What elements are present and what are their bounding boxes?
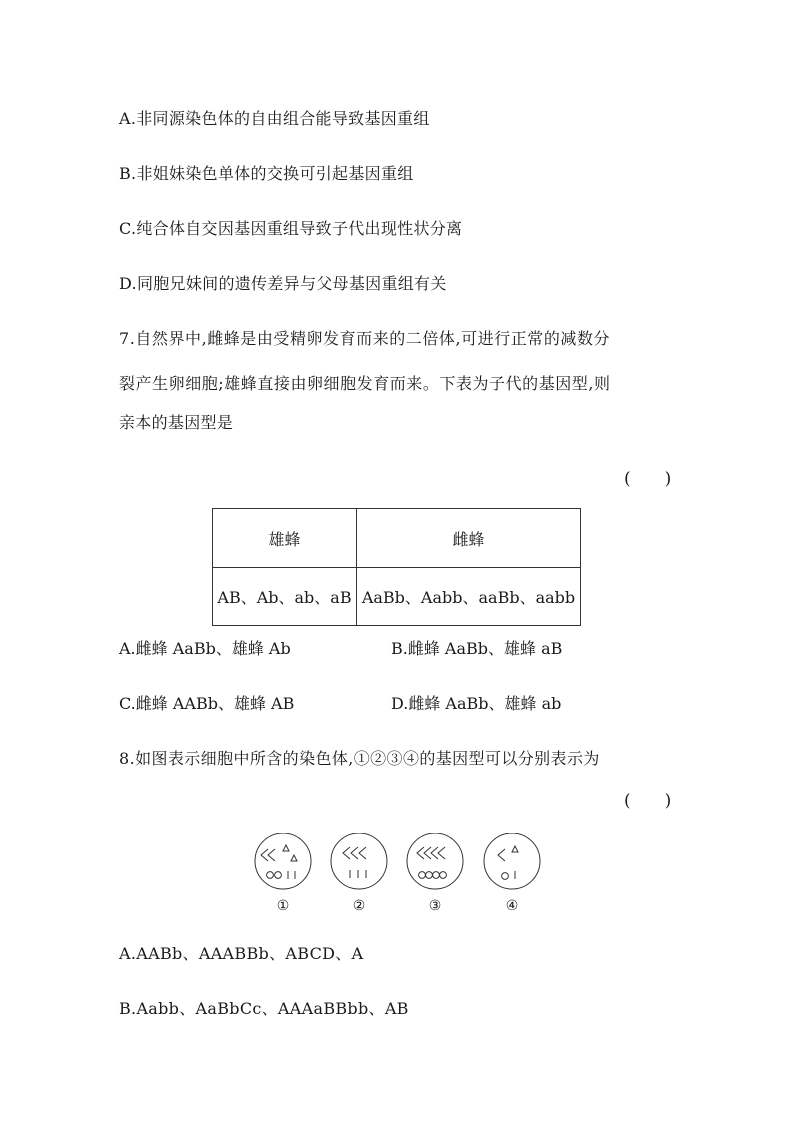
label-cell-4: ④ [505, 898, 519, 914]
chromosome-diagram [250, 833, 550, 915]
chromosome-figure [250, 833, 550, 915]
q7-stem-line1: 7.自然界中,雌蜂是由受精卵发育而来的二倍体,可进行正常的减数分 [119, 329, 611, 348]
label-cell-3: ③ [428, 898, 442, 914]
q8-answer-bracket: ( ) [624, 791, 672, 811]
q8-option-a: A.AABb、AAABBb、ABCD、A [119, 944, 364, 963]
cell-1 [255, 833, 311, 889]
q7-stem-line2: 裂产生卵细胞;雄蜂直接由卵细胞发育而来。下表为子代的基因型,则 [119, 374, 611, 393]
genotype-table [212, 508, 581, 626]
q6-option-b: B.非姐妹染色单体的交换可引起基因重组 [119, 164, 414, 183]
header-male: 雄蜂 [213, 509, 357, 568]
q6-option-d: D.同胞兄妹间的遗传差异与父母基因重组有关 [119, 274, 447, 293]
table-row [213, 568, 581, 626]
cell-3 [407, 833, 463, 889]
q6-option-a: A.非同源染色体的自由组合能导致基因重组 [119, 109, 430, 128]
label-cell-2: ② [352, 898, 366, 914]
q7-answer-bracket: ( ) [624, 469, 672, 489]
q8-option-b: B.Aabb、AaBbCc、AAAaBBbb、AB [119, 999, 409, 1018]
cell-4 [484, 833, 540, 889]
table-header-row [213, 509, 581, 568]
header-female: 雌蜂 [357, 509, 581, 568]
q7-stem-line3: 亲本的基因型是 [119, 413, 234, 432]
label-cell-1: ① [276, 898, 290, 914]
cell-female-genotypes: AaBb、Aabb、aaBb、aabb [357, 568, 581, 626]
q6-option-c: C.纯合体自交因基因重组导致子代出现性状分离 [119, 219, 463, 238]
q7-option-b: B.雌蜂 AaBb、雄蜂 aB [391, 639, 563, 658]
cell-2 [331, 833, 387, 889]
cell-male-genotypes: AB、Ab、ab、aB [213, 568, 357, 626]
q7-option-d: D.雌蜂 AaBb、雄蜂 ab [391, 694, 562, 713]
q7-option-c: C.雌蜂 AABb、雄蜂 AB [119, 694, 295, 713]
q7-option-a: A.雌蜂 AaBb、雄蜂 Ab [119, 639, 291, 658]
q8-stem-line1: 8.如图表示细胞中所含的染色体,①②③④的基因型可以分别表示为 [119, 749, 600, 768]
